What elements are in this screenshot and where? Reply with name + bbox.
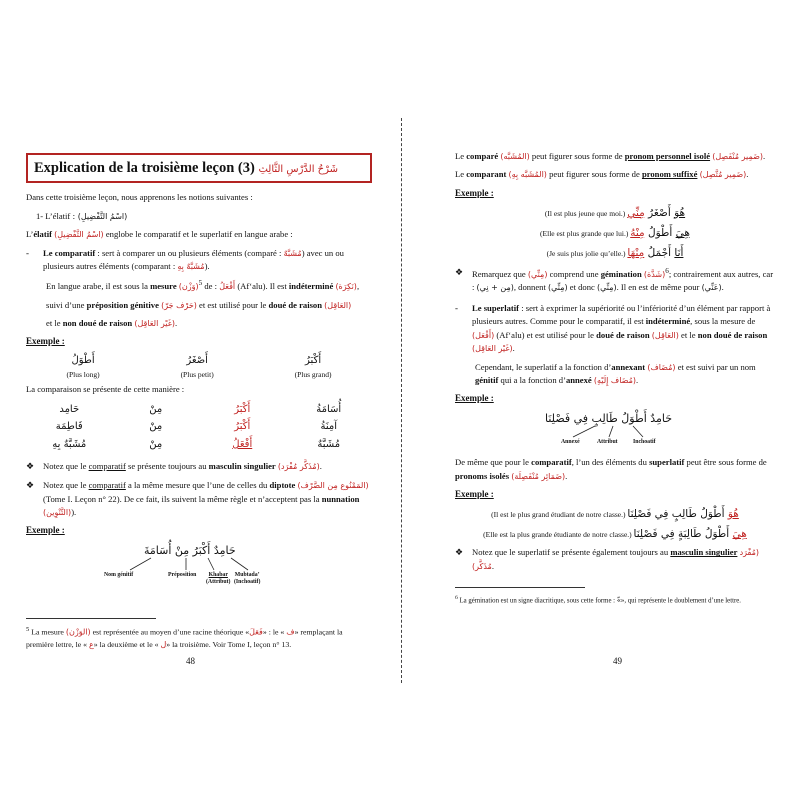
example-word: أَصْغَرُ (Plus petit)	[180, 355, 214, 379]
page-gutter-divider	[401, 118, 402, 683]
page-number-right: 49	[613, 656, 622, 666]
diagram-arrows	[26, 542, 326, 592]
example-heading-5: Exemple :	[455, 488, 494, 499]
comparison-grid: حَامِد مِنْ أَكْبَرُ أُسَامَةُ فَاطِمَة مِنْ أَكْبَرُ آمِنَةُ مُشَبَّهٌ بِهِ مِنْ أَفْعَلُ مُشَبَّهٌ	[52, 403, 342, 450]
comparant-pronoun-line: Le comparant (المُشَبَّه بِهِ) peut figurer sous forme de pronom suffixé (ضَمِير مُتَّصِل).	[455, 169, 749, 180]
example-pronoun-sentence: (Il est plus jeune que moi.) هُوَ أَصْغَرُ مِنِّي	[544, 206, 686, 219]
comparatif-preposition-line: suivi d’une préposition génitive (حَرْف جَرّ) et est utilisé pour le doué de raison (العَاقِل)	[46, 299, 352, 310]
comparatif-mesure-line: En langue arabe, il est sous la mesure (وَزْن)$^5$ de : أَفْعَلُ (Af‘alu). Il est indéterminé (نَكِرَة),	[46, 279, 360, 292]
note-gemination: ❖ Remarquez que (مِنِّي) comprend une gémination (شَدَّة)$^6$; contrairement aux autres, car : (مِن + نِي), donnent (مِنِّي) et donc (مِنِّي). Il en est de même pour (عَنِّي).	[455, 266, 774, 292]
diagram-label-nom-genitif: Nom génitif	[104, 572, 134, 579]
footnote-separator	[455, 587, 585, 588]
intro-paragraph: Dans cette troisième leçon, nous apprenons les notions suivantes :	[26, 192, 253, 203]
note-superlatif-masculin: ❖ Notez que le superlatif se présente également toujours au masculin singulier (مُفْرَد مُذَكَّر).	[455, 547, 759, 571]
superlatif-annexant-line: Cependant, le superlatif a la fonction d’annexant (مُضَاف) et est suivi par un nom génitif qui a la fonction d’annexé (مُضَاف إِلَيْهِ).	[475, 361, 756, 385]
note-masculin-singulier: ❖ Notez que le comparatif se présente toujours au masculin singulier (مُذَكَّر مُفْرَد).	[26, 461, 322, 472]
diagram-label-attribut: Attribut	[597, 439, 618, 446]
left-page	[26, 150, 372, 670]
diagram-label-mubtada: Mubtada’ (Inchoatif)	[234, 572, 261, 586]
example-heading-3: Exemple :	[455, 187, 494, 198]
diagram-label-annexe: Annexé	[561, 439, 580, 446]
example-word: أَكْبَرُ (Plus grand)	[294, 355, 332, 379]
example-heading-2: Exemple :	[26, 525, 65, 536]
diagram-phrase: حَامِدٌ أَطْوَلُ طَالِبٍ فِي فَصْلِنَا	[545, 412, 673, 426]
note-diptote: ❖ Notez que le comparatif a la même mesure que l’une de celles du diptote (المَمْنُوع مِن الصَّرْف) (Tome I. Leçon n° 22). De ce fait, ils suivent la même règle et n’acceptent pas la nunnation (التَّنْوِين)).	[26, 480, 369, 517]
example-heading-4: Exemple :	[455, 393, 494, 404]
example-superlative-sentence: (Il est le plus grand étudiant de notre classe.) هُوَ أَطْوَلُ طَالِبٍ فِي فَصْلِنَا	[491, 507, 739, 520]
comparatif-non-raison-line: et le non doué de raison (غَيْر العَاقِل).	[46, 317, 178, 328]
diagram-label-inchoatif: Inchoatif	[633, 439, 656, 446]
example-word: أَطْوَلُ (Plus long)	[66, 355, 100, 379]
comparatif-definition: - Le comparatif : sert à comparer un ou plusieurs éléments (comparé : مُشَبَّهٌ) avec un ou plusieurs autres éléments (comparant : مُشَبَّهٌ بِهِ).	[26, 247, 344, 271]
example-pronoun-sentence: (Elle est plus grande que lui.) هِيَ أَطْوَلُ مِنْهُ	[540, 226, 690, 239]
item-elatif: 1- L’élatif (اسْمُ التَّفْضِيلِ) :	[36, 210, 128, 221]
page-number-left: 48	[186, 656, 195, 666]
footnote-separator	[26, 618, 156, 619]
footnote-6: $^6$ La gémination est un signe diacritique, sous cette forme : «», qui représente le doublement d’une lettre.	[455, 595, 741, 605]
lesson-title-box	[26, 153, 372, 183]
superlatif-pronoun-line: De même que pour le comparatif, l’un des éléments du superlatif peut être sous forme de pronoms isolés (ضَمَائِر مُنْفَصِلَة).	[455, 457, 767, 481]
superlatif-definition: - Le superlatif : sert à exprimer la supériorité ou l’infériorité d’un élément par rapport à plusieurs autres. Comme pour le comparatif, il est indéterminé, sous la mesure de (أَفْعَل) (Af‘alu) et est utilisé pour le doué de raison (العَاقِل) et le non doué de raison (غَيْر العَاقِل).	[455, 303, 771, 354]
elatif-paragraph: L’élatif (اسْمُ التَّفْضِيلِ) englobe le comparatif et le superlatif en langue arabe :	[26, 229, 293, 240]
comparison-structure-intro: La comparaison se présente de cette manière :	[26, 384, 185, 395]
example-superlative-sentence: (Elle est la plus grande étudiante de notre classe.) هِيَ أَطْوَلُ طَالِبَةٍ فِي فَصْلِنَا	[483, 528, 747, 541]
diagram-label-khabar: Khabar (Attribut)	[206, 572, 231, 586]
superlative-analysis-diagram	[455, 410, 775, 452]
compare-pronoun-line: Le comparé (المُشَبَّه) peut figurer sous forme de pronom personnel isolé (ضَمِير مُنْفَصِل).	[455, 151, 766, 161]
lesson-title-ar: شَرْحُ الدَّرْسِ الثَّالِثِ	[258, 164, 339, 175]
diagram-label-preposition: Préposition	[168, 572, 197, 579]
example-heading-1: Exemple :	[26, 336, 65, 347]
footnote-5: $^5$ La mesure (الوَزْن) est représentée au moyen d’une racine théorique «فَعَلَ» : le « ف» remplaçant la première lettre, le « ع» la deuxième et le « ل» la troisième. Voir Tome I, leçon n° 13.	[26, 626, 343, 649]
diagram-phrase: حَامِدٌ أَكْبَرُ مِنْ أُسَامَةَ	[144, 544, 236, 558]
lesson-title-fr: Explication de la troisième leçon (3)	[34, 160, 255, 176]
right-page	[455, 150, 775, 670]
example-pronoun-sentence: (Je suis plus jolie qu’elle.) أَنَا أَجْمَلُ مِنْهَا	[546, 247, 684, 260]
example-elatif-words	[26, 353, 372, 380]
comparative-analysis-diagram	[26, 542, 372, 592]
